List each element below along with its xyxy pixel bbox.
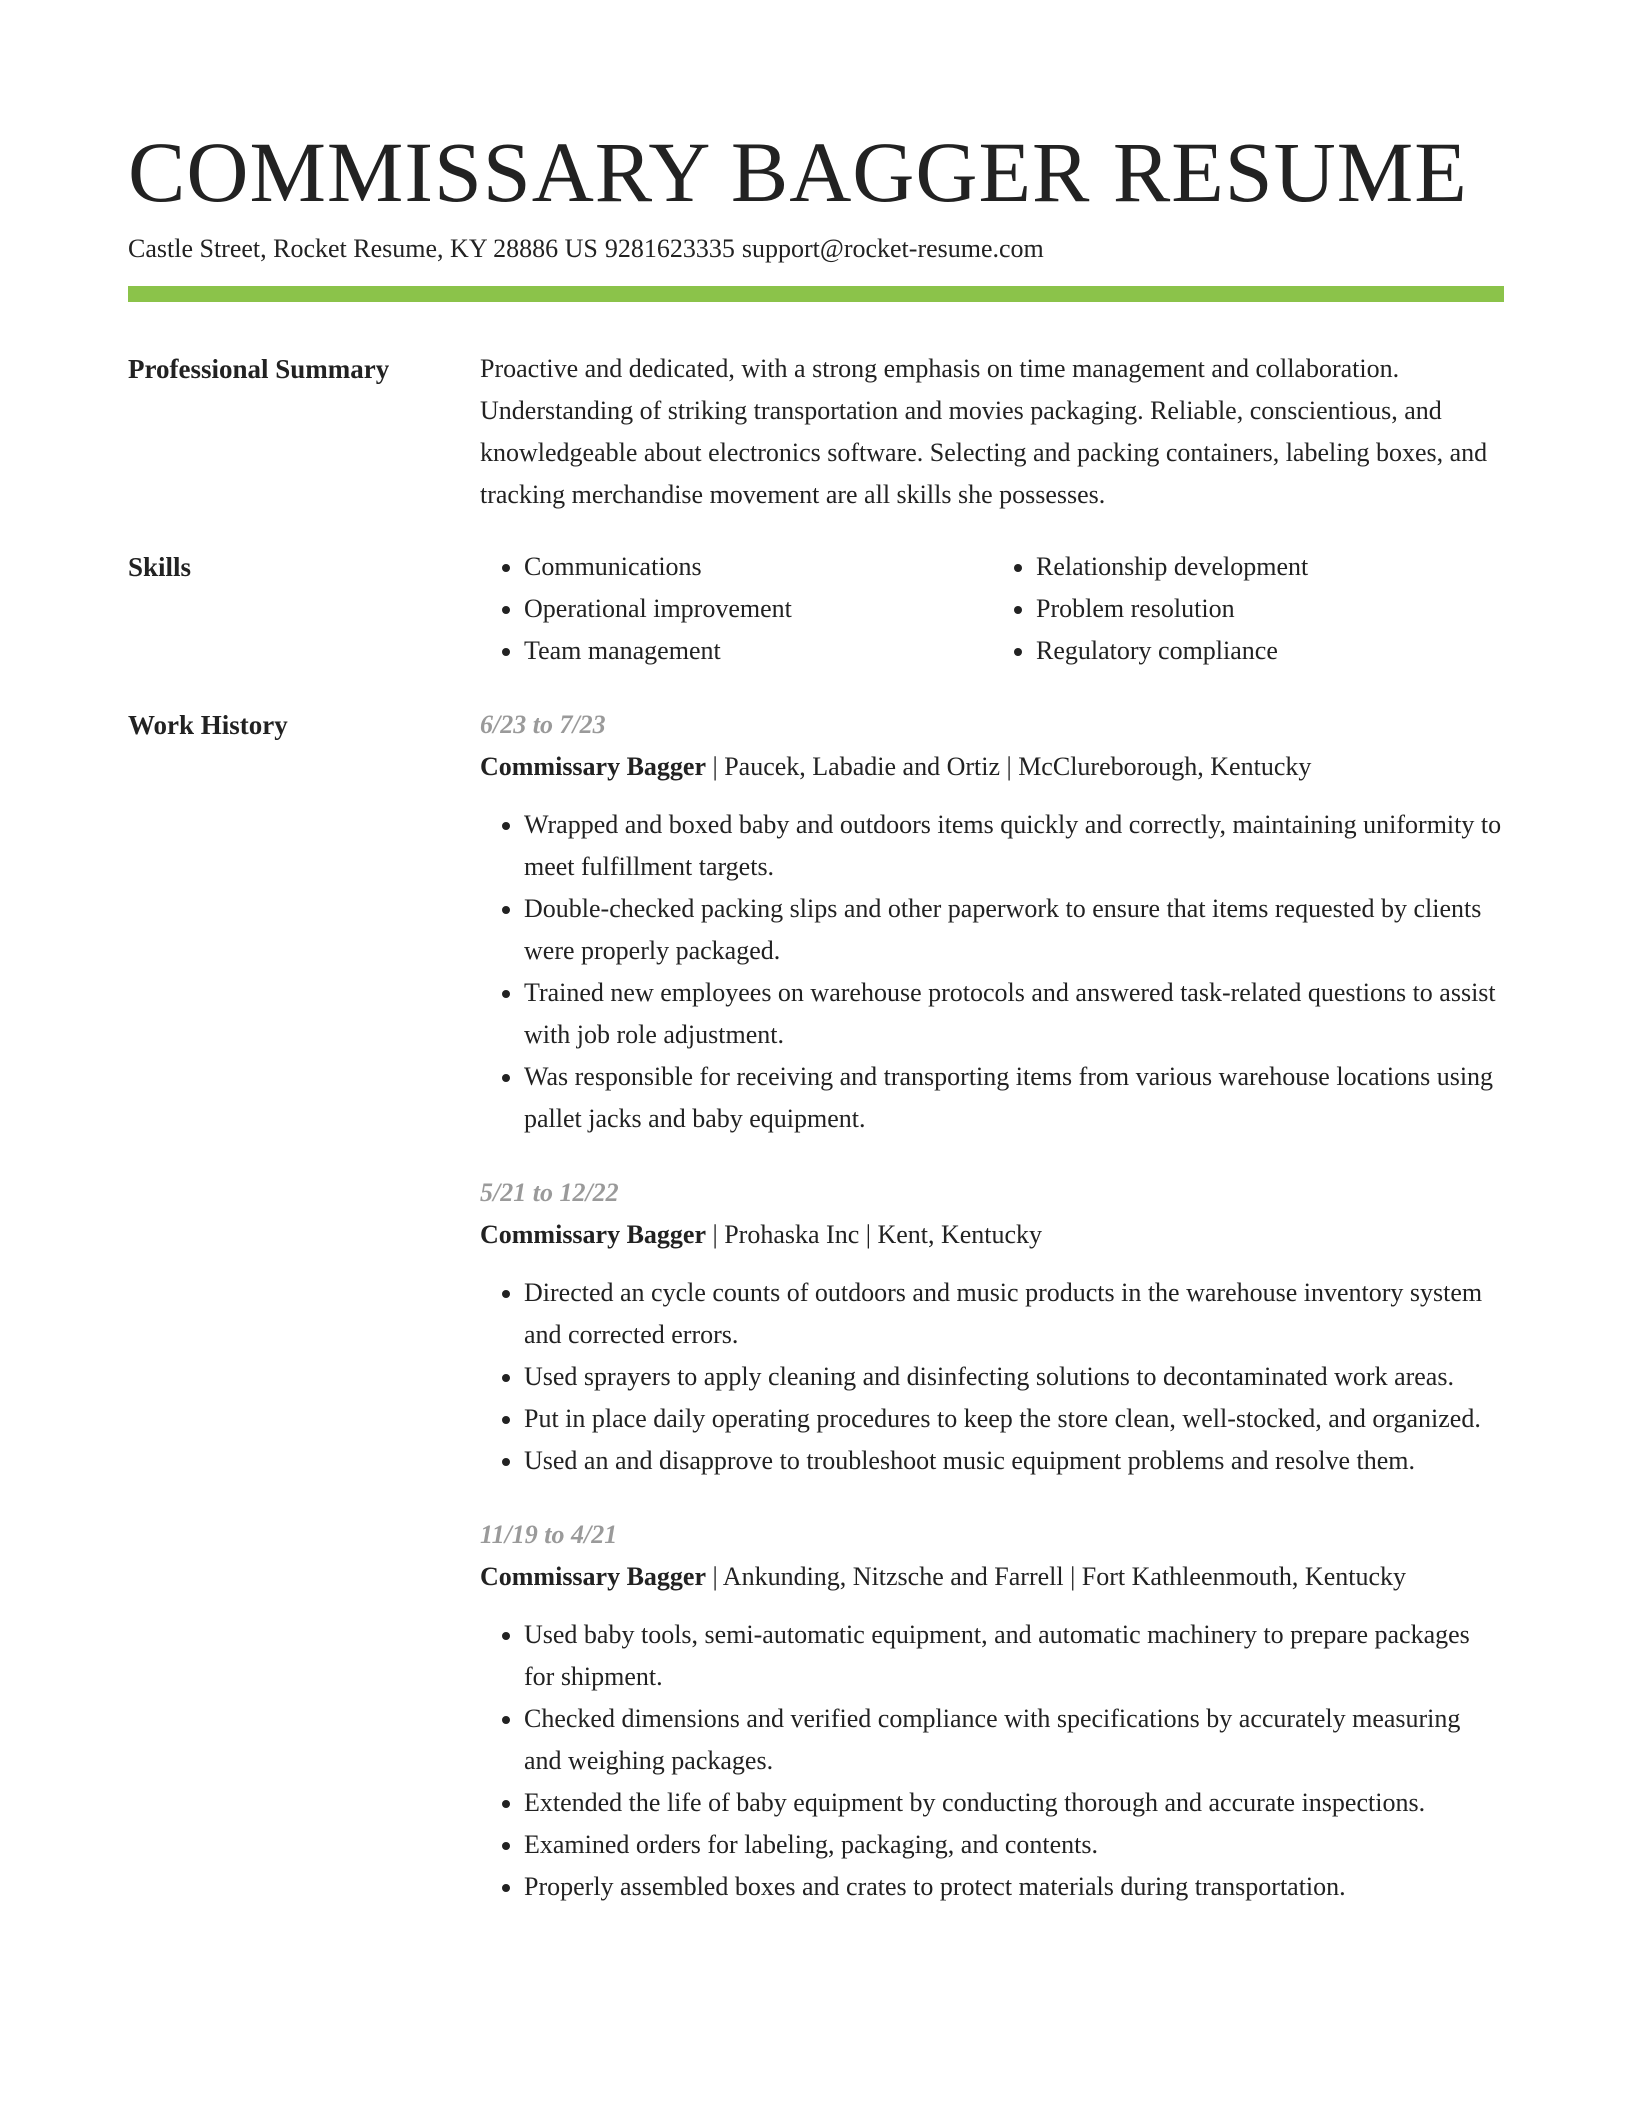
skills-body — [480, 546, 1504, 672]
summary-text: Proactive and dedicated, with a strong emphasis on time management and collaboration. Understanding of striking transportation and movies packaging. Reliable, conscientious, and knowledgeable about electronics software. Selecting and packing containers, labeling boxes, and tracking merchandise movement are all skills she possesses. — [480, 354, 1488, 509]
job-heading — [480, 1556, 1504, 1598]
skill-item: • Operational improvement — [524, 588, 992, 630]
contact-email[interactable]: support@rocket-resume.com — [741, 234, 1044, 263]
work-history-heading: Work History — [128, 710, 288, 740]
job-employer-location: | Paucek, Labadie and Ortiz | McClureborough, Kentucky — [706, 752, 1312, 781]
skill-item: • Problem resolution — [1036, 588, 1504, 630]
job-bullet: • Double-checked packing slips and other paperwork to ensure that items requested by clients were properly packaged. — [524, 888, 1504, 972]
job-employer-location: | Ankunding, Nitzsche and Farrell | Fort Kathleenmouth, Kentucky — [706, 1562, 1407, 1591]
skill-item: • Relationship development — [1036, 546, 1504, 588]
job-entry — [480, 1514, 1504, 1908]
summary-heading: Professional Summary — [128, 354, 390, 384]
job-dates: 6/23 to 7/23 — [480, 710, 606, 739]
job-entry — [480, 1172, 1504, 1482]
job-bullet: • Extended the life of baby equipment by conducting thorough and accurate inspections. — [524, 1782, 1504, 1824]
job-bullet: • Used sprayers to apply cleaning and disinfecting solutions to decontaminated work areas. — [524, 1356, 1504, 1398]
job-bullet: • Used baby tools, semi-automatic equipment, and automatic machinery to prepare packages for shipment. — [524, 1614, 1504, 1698]
skill-item: • Regulatory compliance — [1036, 630, 1504, 672]
job-bullet-list — [480, 1614, 1504, 1908]
job-bullet: • Directed an cycle counts of outdoors and music products in the warehouse inventory system and corrected errors. — [524, 1272, 1504, 1356]
skills-heading: Skills — [128, 552, 192, 582]
job-bullet: • Examined orders for labeling, packaging, and contents. — [524, 1824, 1504, 1866]
job-heading — [480, 746, 1504, 788]
job-dates: 11/19 to 4/21 — [480, 1520, 618, 1549]
job-heading — [480, 1214, 1504, 1256]
job-bullet: • Trained new employees on warehouse protocols and answered task-related questions to assist with job role adjustment. — [524, 972, 1504, 1056]
job-bullet: • Put in place daily operating procedures to keep the store clean, well-stocked, and organized. — [524, 1398, 1504, 1440]
job-title: Commissary Bagger — [480, 1562, 707, 1591]
skill-item: • Communications — [524, 546, 992, 588]
job-title: Commissary Bagger — [480, 752, 707, 781]
job-bullet-list — [480, 804, 1504, 1140]
job-dates: 5/21 to 12/22 — [480, 1178, 619, 1207]
contact-address: Castle Street, Rocket Resume, KY 28886 US — [128, 234, 598, 263]
skills-grid — [480, 546, 1504, 672]
job-bullet: • Checked dimensions and verified compliance with specifications by accurately measuring and weighing packages. — [524, 1698, 1504, 1782]
job-bullet: • Was responsible for receiving and transporting items from various warehouse locations using pallet jacks and baby equipment. — [524, 1056, 1504, 1140]
summary-body — [480, 348, 1504, 516]
job-bullet: • Used an and disapprove to troubleshoot music equipment problems and resolve them. — [524, 1440, 1504, 1482]
job-entry — [480, 704, 1504, 1140]
header-divider — [128, 286, 1504, 302]
skills-column-right — [992, 546, 1504, 672]
job-bullet: • Properly assembled boxes and crates to protect materials during transportation. — [524, 1866, 1504, 1908]
job-bullet: • Wrapped and boxed baby and outdoors items quickly and correctly, maintaining uniformity to meet fulfillment targets. — [524, 804, 1504, 888]
work-history-body — [480, 704, 1504, 1940]
skills-column-left — [480, 546, 992, 672]
job-title: Commissary Bagger — [480, 1220, 707, 1249]
job-bullet-list — [480, 1272, 1504, 1482]
job-employer-location: | Prohaska Inc | Kent, Kentucky — [706, 1220, 1043, 1249]
contact-line — [128, 230, 1051, 268]
resume-title: COMMISSARY BAGGER RESUME — [128, 124, 1468, 220]
skill-item: • Team management — [524, 630, 992, 672]
contact-phone: 9281623335 — [604, 234, 735, 263]
